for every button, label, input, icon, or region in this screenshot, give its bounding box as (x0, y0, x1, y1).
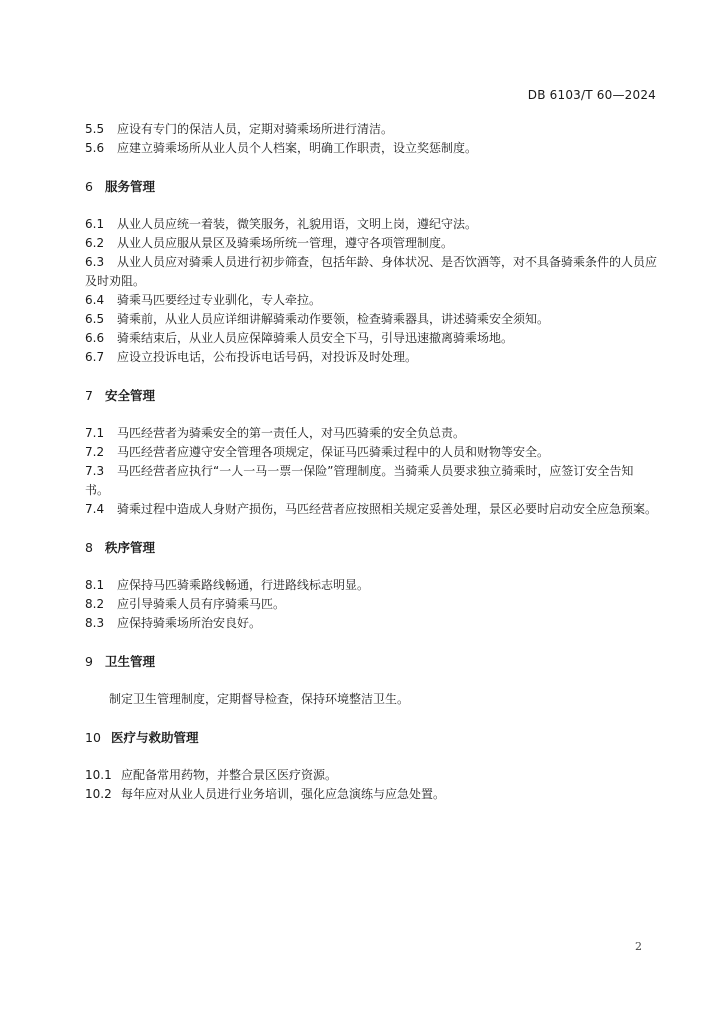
clause-6-7: 6.7 应设立投诉电话，公布投诉电话号码，对投诉及时处理。 (85, 350, 418, 364)
clause-8-2: 8.2 应引导骑乘人员有序骑乘马匹。 (85, 597, 286, 611)
clause-6-4: 6.4 骑乘马匹要经过专业驯化，专人牵拉。 (85, 293, 322, 307)
document-body (85, 120, 657, 804)
clause-6-5: 6.5 骑乘前，从业人员应详细讲解骑乘动作要领，检查骑乘器具，讲述骑乘安全须知。 (85, 312, 550, 326)
clause-6-2: 6.2 从业人员应服从景区及骑乘场所统一管理，遵守各项管理制度。 (85, 236, 454, 250)
clause-6-6: 6.6 骑乘结束后，从业人员应保障骑乘人员安全下马，引导迅速撤离骑乘场地。 (85, 331, 514, 345)
section-8-heading: 8 秩序管理 (85, 540, 156, 555)
clause-6-3: 6.3 从业人员应对骑乘人员进行初步筛查，包括年龄、身体状况、是否饮酒等，对不具备骑乘条件的人员应及时劝阻。 (85, 255, 658, 288)
clause-7-3: 7.3 马匹经营者应执行“一人一马一票一保险”管理制度。当骑乘人员要求独立骑乘时，应签订安全告知书。 (85, 464, 634, 497)
clause-7-2: 7.2 马匹经营者应遵守安全管理各项规定，保证马匹骑乘过程中的人员和财物等安全。 (85, 445, 550, 459)
clause-6-1: 6.1 从业人员应统一着装，微笑服务，礼貌用语，文明上岗，遵纪守法。 (85, 217, 478, 231)
clause-10-2: 10.2 每年应对从业人员进行业务培训，强化应急演练与应急处置。 (85, 787, 446, 801)
clause-8-1: 8.1 应保持马匹骑乘路线畅通，行进路线标志明显。 (85, 578, 370, 592)
clause-7-4: 7.4 骑乘过程中造成人身财产损伤，马匹经营者应按照相关规定妥善处理，景区必要时启动安全应急预案。 (85, 502, 658, 516)
section-5-items (85, 120, 657, 158)
page-number: 2 (635, 940, 642, 953)
section-10-heading: 10 医疗与救助管理 (85, 730, 199, 745)
clause-5-6: 5.6 应建立骑乘场所从业人员个人档案，明确工作职责，设立奖惩制度。 (85, 141, 478, 155)
section-6-items (85, 215, 657, 367)
document-code: DB 6103/T 60—2024 (527, 88, 656, 102)
section-6-heading: 6 服务管理 (85, 179, 156, 194)
clause-5-5: 5.5 应设有专门的保洁人员，定期对骑乘场所进行清洁。 (85, 122, 394, 136)
clause-7-1: 7.1 马匹经营者为骑乘安全的第一责任人，对马匹骑乘的安全负总责。 (85, 426, 466, 440)
clause-10-1: 10.1 应配备常用药物，并整合景区医疗资源。 (85, 768, 338, 782)
section-7-items (85, 424, 657, 519)
section-10-items (85, 766, 657, 804)
clause-8-3: 8.3 应保持骑乘场所治安良好。 (85, 616, 262, 630)
section-9-paragraph: 制定卫生管理制度，定期督导检查，保持环境整洁卫生。 (109, 692, 410, 706)
section-8-items (85, 576, 657, 633)
section-7-heading: 7 安全管理 (85, 388, 156, 403)
section-9-heading: 9 卫生管理 (85, 654, 156, 669)
